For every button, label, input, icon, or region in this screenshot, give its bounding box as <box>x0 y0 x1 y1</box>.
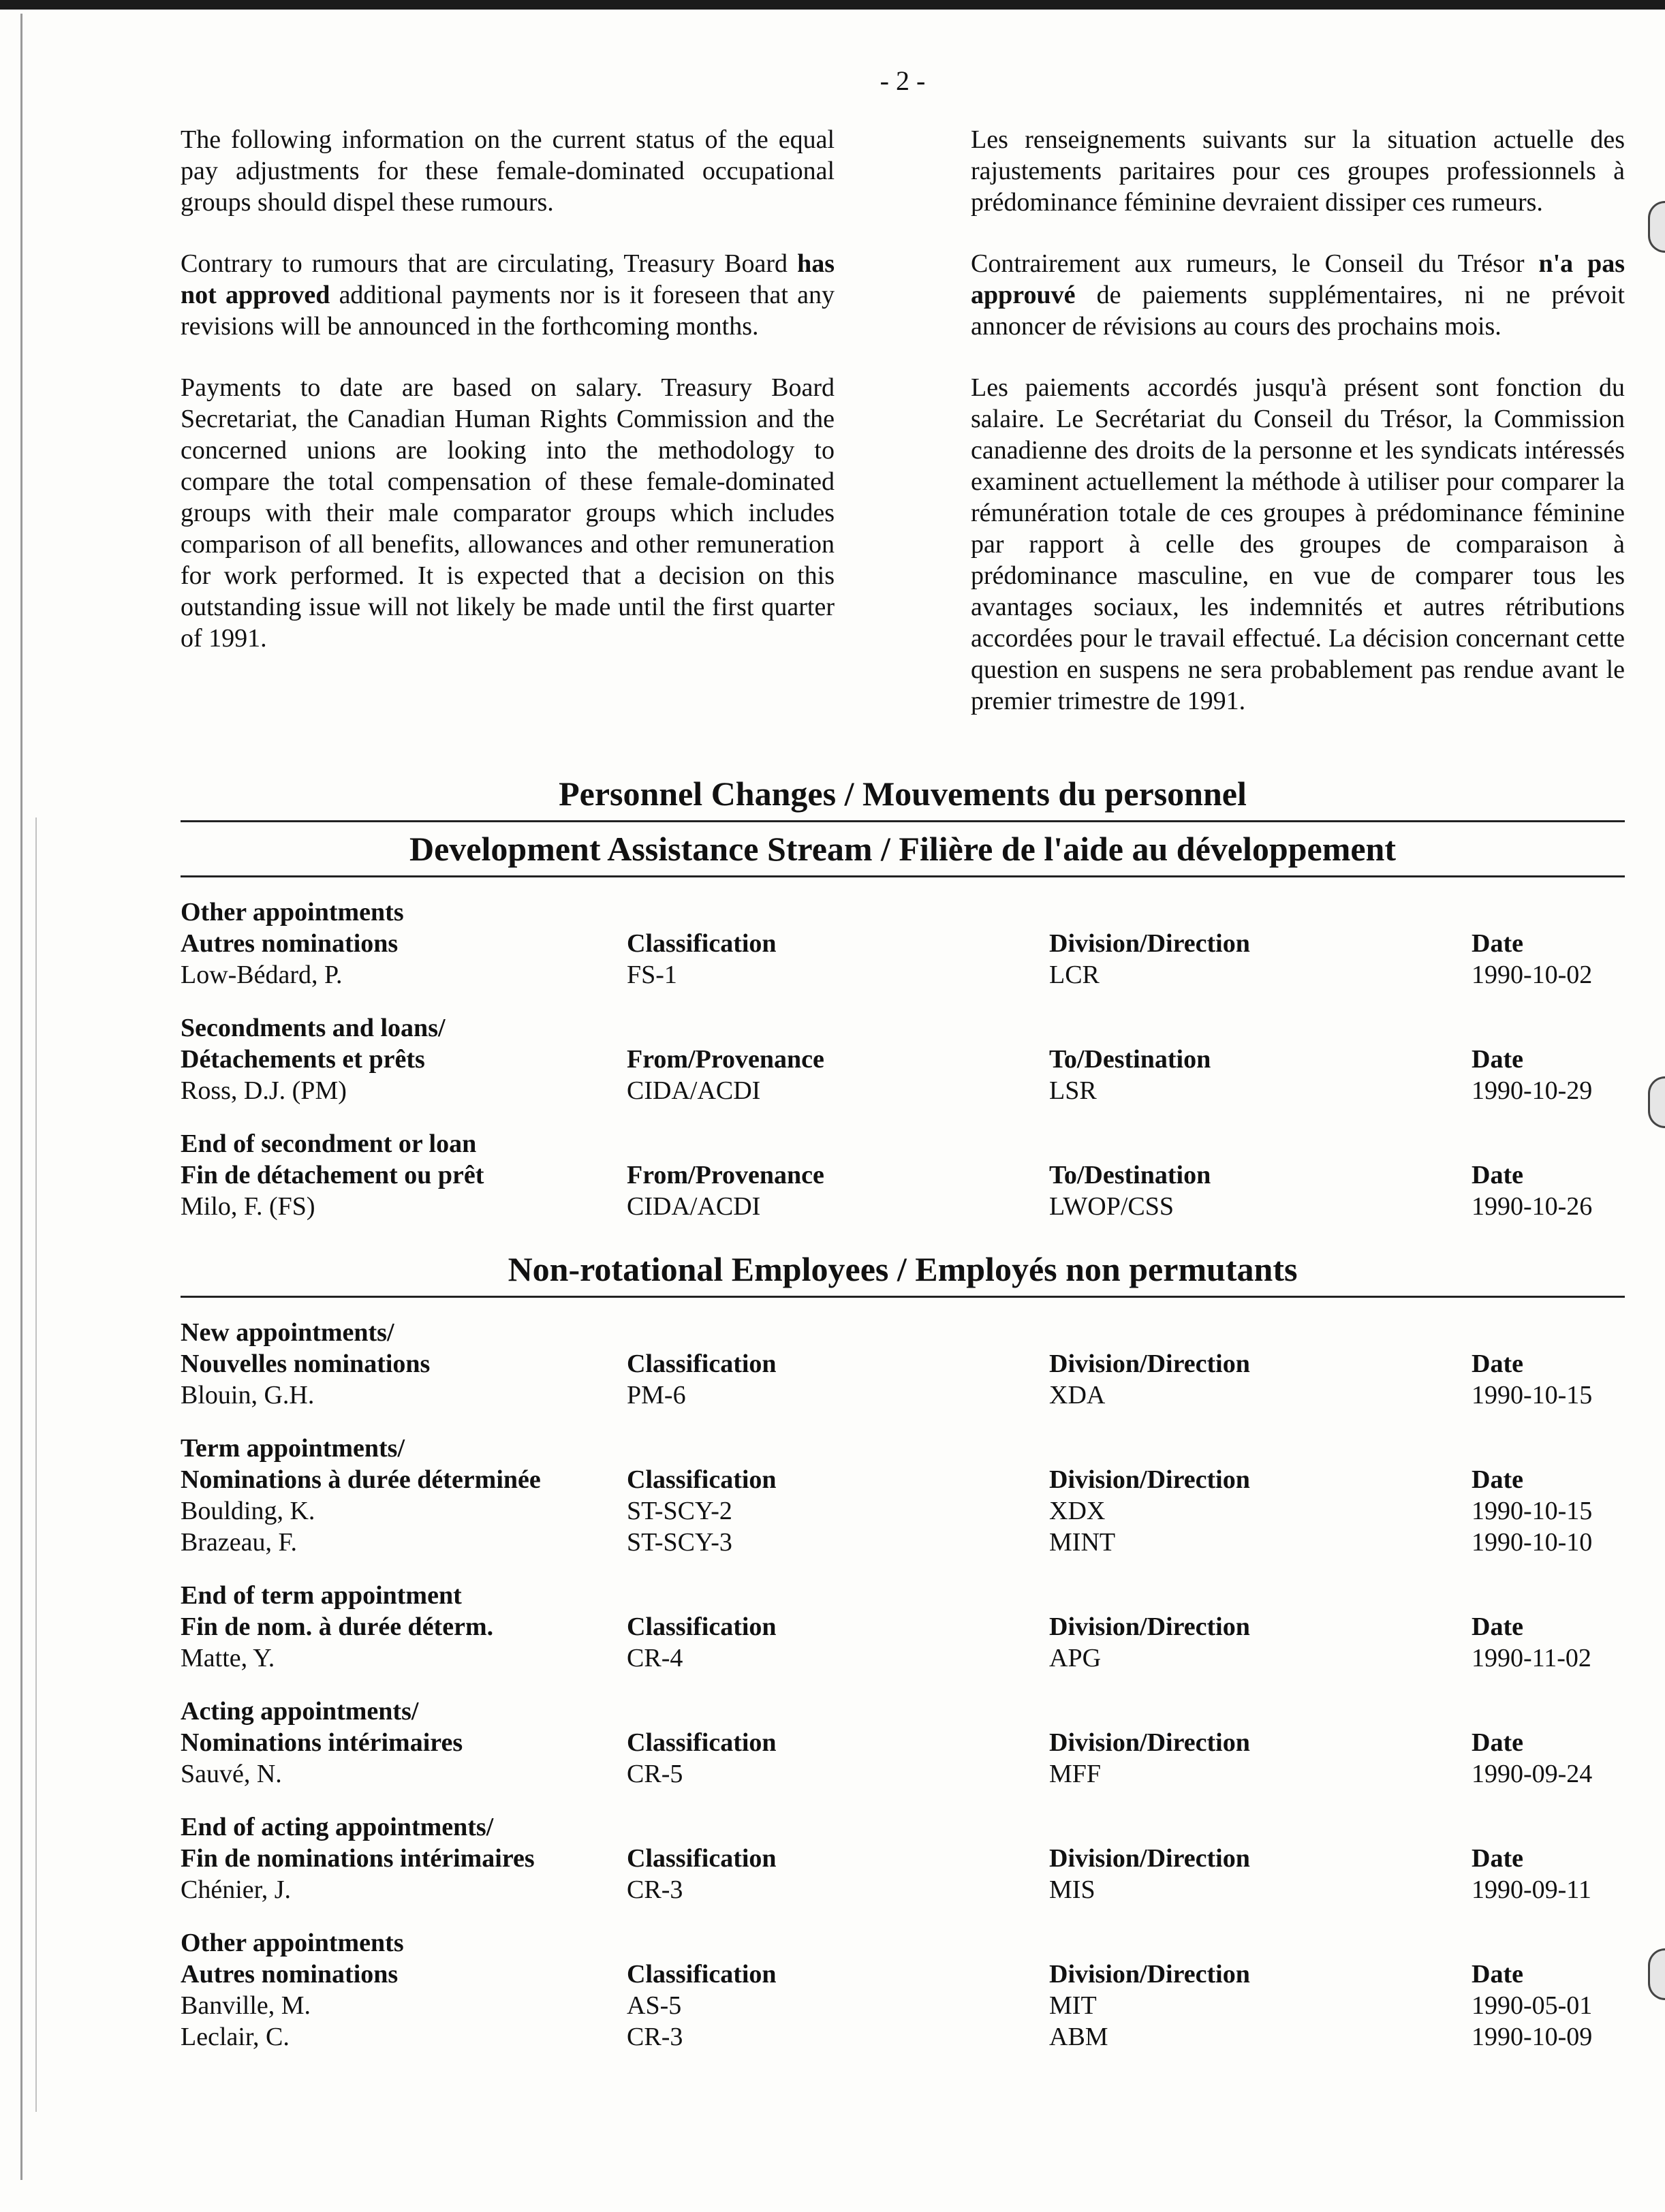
group-label: Nominations intérimaires <box>181 1728 463 1757</box>
empty-cell <box>1049 1696 1472 1727</box>
group-label-row <box>181 1811 1625 1843</box>
group-header-row <box>181 1611 1625 1642</box>
column-header: Date <box>1472 1465 1523 1494</box>
paragraph-text: de paiements supplémentaires, ni ne prévoit annoncer de révisions au cours des prochains mois. <box>971 281 1625 341</box>
group-label: Other appointments <box>181 1929 404 1957</box>
paragraph-text: Contrary to rumours that are circulating, Treasury Board <box>181 249 798 278</box>
page <box>181 65 1625 2074</box>
empty-cell <box>1049 897 1472 928</box>
date-cell: 1990-10-15 <box>1472 1381 1593 1409</box>
group-label-row <box>181 1580 1625 1611</box>
appointment-group <box>181 1128 1625 1222</box>
group-header-row <box>181 928 1625 959</box>
table-row <box>181 1642 1625 1674</box>
appointment-group <box>181 1433 1625 1558</box>
group-label-row <box>181 1927 1625 1959</box>
appointment-group <box>181 1317 1625 1411</box>
empty-cell <box>1049 1927 1472 1959</box>
empty-cell <box>627 1433 1049 1464</box>
table-cell: FS-1 <box>627 961 677 989</box>
date-cell: 1990-09-11 <box>1472 1875 1591 1904</box>
empty-cell <box>627 1696 1049 1727</box>
group-header-row <box>181 1843 1625 1874</box>
column-header: Classification <box>627 1728 777 1757</box>
employee-name: Boulding, K. <box>181 1497 315 1525</box>
empty-cell <box>1049 1317 1472 1348</box>
group-label: Nouvelles nominations <box>181 1350 431 1378</box>
column-header: Date <box>1472 1350 1523 1378</box>
empty-cell <box>1472 1580 1625 1611</box>
binder-hole-mark <box>1648 201 1665 253</box>
paragraph-text: additional payments nor is it foreseen that any revisions will be announced in the forthcoming months. <box>181 281 835 341</box>
date-cell: 1990-10-29 <box>1472 1076 1593 1105</box>
paragraph-text: Contrairement aux rumeurs, le Conseil du Trésor <box>971 249 1539 278</box>
group-header-row <box>181 1044 1625 1075</box>
table-cell: CIDA/ACDI <box>627 1076 761 1105</box>
appointment-group <box>181 1696 1625 1790</box>
column-header: Division/Direction <box>1049 929 1250 958</box>
scan-left-edge-faint <box>35 817 37 2112</box>
group-header-row <box>181 1159 1625 1191</box>
empty-cell <box>1472 1317 1625 1348</box>
column-header: Classification <box>627 1844 777 1873</box>
group-header-row <box>181 1959 1625 1990</box>
table-cell: APG <box>1049 1644 1102 1672</box>
employee-name: Blouin, G.H. <box>181 1381 315 1409</box>
group-header-row <box>181 1727 1625 1758</box>
appointment-group <box>181 1012 1625 1106</box>
group-header-row <box>181 1348 1625 1380</box>
binder-hole-mark <box>1648 1948 1665 2000</box>
intro-paragraph <box>971 372 1625 717</box>
intro-english-column <box>181 124 835 747</box>
date-cell: 1990-10-09 <box>1472 2023 1593 2051</box>
empty-cell <box>1472 1696 1625 1727</box>
intro-paragraph <box>181 124 835 218</box>
employee-name: Milo, F. (FS) <box>181 1192 315 1221</box>
table-row <box>181 1495 1625 1527</box>
column-header: Classification <box>627 1465 777 1494</box>
group-label: Fin de détachement ou prêt <box>181 1161 484 1189</box>
group-label: End of acting appointments/ <box>181 1813 494 1841</box>
group-label: End of term appointment <box>181 1581 462 1610</box>
table-cell: XDX <box>1049 1497 1106 1525</box>
column-header: Division/Direction <box>1049 1350 1250 1378</box>
table-cell: LWOP/CSS <box>1049 1192 1174 1221</box>
intro-paragraph <box>181 248 835 342</box>
group-label-row <box>181 1433 1625 1464</box>
group-label: Secondments and loans/ <box>181 1014 446 1042</box>
column-header: Date <box>1472 1613 1523 1641</box>
column-header: Division/Direction <box>1049 1960 1250 1989</box>
date-cell: 1990-11-02 <box>1472 1644 1591 1672</box>
section-heading: Development Assistance Stream / Filière de l'aide au développement <box>181 829 1625 877</box>
group-label: New appointments/ <box>181 1318 394 1347</box>
empty-cell <box>1472 1433 1625 1464</box>
column-header: Date <box>1472 1045 1523 1074</box>
date-cell: 1990-05-01 <box>1472 1991 1593 2020</box>
table-row <box>181 1075 1625 1106</box>
column-header: Classification <box>627 1350 777 1378</box>
table-row <box>181 1758 1625 1790</box>
group-label: Nominations à durée déterminée <box>181 1465 541 1494</box>
employee-name: Leclair, C. <box>181 2023 290 2051</box>
intro-paragraph <box>181 372 835 654</box>
main-heading: Personnel Changes / Mouvements du personnel <box>181 774 1625 822</box>
date-cell: 1990-10-02 <box>1472 961 1593 989</box>
table-cell: MINT <box>1049 1528 1116 1557</box>
table-cell: ABM <box>1049 2023 1108 2051</box>
page-number: - 2 - <box>880 65 926 96</box>
empty-cell <box>627 897 1049 928</box>
emphasis-text: n'a pas approuvé <box>971 249 1625 309</box>
column-header: To/Destination <box>1049 1045 1211 1074</box>
employee-name: Sauvé, N. <box>181 1760 282 1788</box>
table-cell: ST-SCY-3 <box>627 1528 732 1557</box>
employee-name: Chénier, J. <box>181 1875 292 1904</box>
intro-paragraph <box>971 124 1625 218</box>
group-label-row <box>181 1317 1625 1348</box>
empty-cell <box>1049 1580 1472 1611</box>
table-cell: MIT <box>1049 1991 1097 2020</box>
table-cell: LSR <box>1049 1076 1097 1105</box>
employee-name: Low-Bédard, P. <box>181 961 343 989</box>
group-label-row <box>181 1012 1625 1044</box>
table-row <box>181 959 1625 991</box>
appointment-group <box>181 897 1625 991</box>
column-header: Division/Direction <box>1049 1728 1250 1757</box>
date-cell: 1990-09-24 <box>1472 1760 1593 1788</box>
binder-hole-mark <box>1648 1076 1665 1128</box>
table-cell: MIS <box>1049 1875 1095 1904</box>
column-header: From/Provenance <box>627 1045 824 1074</box>
employee-name: Matte, Y. <box>181 1644 275 1672</box>
group-label: Term appointments/ <box>181 1434 405 1463</box>
empty-cell <box>1472 1811 1625 1843</box>
group-label-row <box>181 1128 1625 1159</box>
group-label: Other appointments <box>181 898 404 926</box>
empty-cell <box>1049 1811 1472 1843</box>
table-row <box>181 1191 1625 1222</box>
employee-name: Brazeau, F. <box>181 1528 298 1557</box>
appointment-group <box>181 1927 1625 2053</box>
column-header: Division/Direction <box>1049 1613 1250 1641</box>
empty-cell <box>1049 1433 1472 1464</box>
column-header: Date <box>1472 929 1523 958</box>
column-header: Division/Direction <box>1049 1844 1250 1873</box>
column-header: From/Provenance <box>627 1161 824 1189</box>
table-cell: AS-5 <box>627 1991 682 2020</box>
empty-cell <box>627 1128 1049 1159</box>
empty-cell <box>1049 1128 1472 1159</box>
column-header: Classification <box>627 929 777 958</box>
empty-cell <box>1472 1128 1625 1159</box>
table-row <box>181 1874 1625 1905</box>
table-cell: CR-4 <box>627 1644 683 1672</box>
empty-cell <box>1472 1012 1625 1044</box>
date-cell: 1990-10-10 <box>1472 1528 1593 1557</box>
empty-cell <box>1472 897 1625 928</box>
column-header: Date <box>1472 1161 1523 1189</box>
group-label: Acting appointments/ <box>181 1697 419 1726</box>
intro-french-column <box>971 124 1625 747</box>
emphasis-text: has not approved <box>181 249 835 309</box>
section-heading: Non-rotational Employees / Employés non permutants <box>181 1249 1625 1298</box>
column-header: Classification <box>627 1613 777 1641</box>
column-header: Date <box>1472 1960 1523 1989</box>
paragraph-text: Les renseignements suivants sur la situation actuelle des rajustements paritaires pour ces groupes professionnels à prédominance féminine devraient dissiper ces rumeurs. <box>971 125 1625 217</box>
table-cell: CR-5 <box>627 1760 683 1788</box>
group-label-row <box>181 897 1625 928</box>
appointment-group <box>181 1811 1625 1905</box>
table-row <box>181 1380 1625 1411</box>
scan-top-edge <box>0 0 1665 10</box>
table-cell: XDA <box>1049 1381 1106 1409</box>
employee-name: Ross, D.J. (PM) <box>181 1076 347 1105</box>
column-header: To/Destination <box>1049 1161 1211 1189</box>
empty-cell <box>627 1580 1049 1611</box>
empty-cell <box>627 1811 1049 1843</box>
personnel-sections <box>181 829 1625 2053</box>
column-header: Division/Direction <box>1049 1465 1250 1494</box>
empty-cell <box>627 1317 1049 1348</box>
table-cell: PM-6 <box>627 1381 686 1409</box>
group-label-row <box>181 1696 1625 1727</box>
empty-cell <box>627 1927 1049 1959</box>
empty-cell <box>1472 1927 1625 1959</box>
group-label: Autres nominations <box>181 929 399 958</box>
paragraph-text: The following information on the current status of the equal pay adjustments for these female-dominated occupational groups should dispel these rumours. <box>181 125 835 217</box>
table-row <box>181 1990 1625 2021</box>
intro-paragraph <box>971 248 1625 342</box>
table-cell: LCR <box>1049 961 1100 989</box>
date-cell: 1990-10-26 <box>1472 1192 1593 1221</box>
intro-columns <box>181 124 1625 747</box>
empty-cell <box>1049 1012 1472 1044</box>
group-label: End of secondment or loan <box>181 1130 477 1158</box>
table-cell: CIDA/ACDI <box>627 1192 761 1221</box>
group-label: Détachements et prêts <box>181 1045 425 1074</box>
table-cell: CR-3 <box>627 1875 683 1904</box>
group-label: Fin de nominations intérimaires <box>181 1844 535 1873</box>
column-header: Classification <box>627 1960 777 1989</box>
table-row <box>181 2021 1625 2053</box>
table-cell: MFF <box>1049 1760 1102 1788</box>
table-cell: ST-SCY-2 <box>627 1497 732 1525</box>
table-cell: CR-3 <box>627 2023 683 2051</box>
paragraph-text: Les paiements accordés jusqu'à présent sont fonction du salaire. Le Secrétariat du Conseil du Trésor, la Commission canadienne des droits de la personne et les syndicats intéressés examinent actuellement la méthode à utiliser pour comparer la rémunération totale de ces groupes à prédominance féminine par rapport à celle des groupes de comparaison à prédominance masculine, en vue de comparer tous les avantages sociaux, les indemnités et autres rétributions accordées pour le travail effectué. La décision concernant cette question en suspens ne sera probablement pas rendue avant le premier trimestre de 1991. <box>971 373 1625 715</box>
empty-cell <box>627 1012 1049 1044</box>
paragraph-text: Payments to date are based on salary. Treasury Board Secretariat, the Canadian Human Rights Commission and the concerned unions are looking into the methodology to compare the total compensation of these female-dominated groups with their male comparator groups which includes comparison of all benefits, allowances and other remuneration for work performed. It is expected that a decision on this outstanding issue will not likely be made until the first quarter of 1991. <box>181 373 835 653</box>
group-label: Autres nominations <box>181 1960 399 1989</box>
group-header-row <box>181 1464 1625 1495</box>
table-row <box>181 1527 1625 1558</box>
employee-name: Banville, M. <box>181 1991 311 2020</box>
column-header: Date <box>1472 1844 1523 1873</box>
scan-left-edge <box>20 14 22 2180</box>
appointment-group <box>181 1580 1625 1674</box>
group-label: Fin de nom. à durée déterm. <box>181 1613 494 1641</box>
column-header: Date <box>1472 1728 1523 1757</box>
date-cell: 1990-10-15 <box>1472 1497 1593 1525</box>
